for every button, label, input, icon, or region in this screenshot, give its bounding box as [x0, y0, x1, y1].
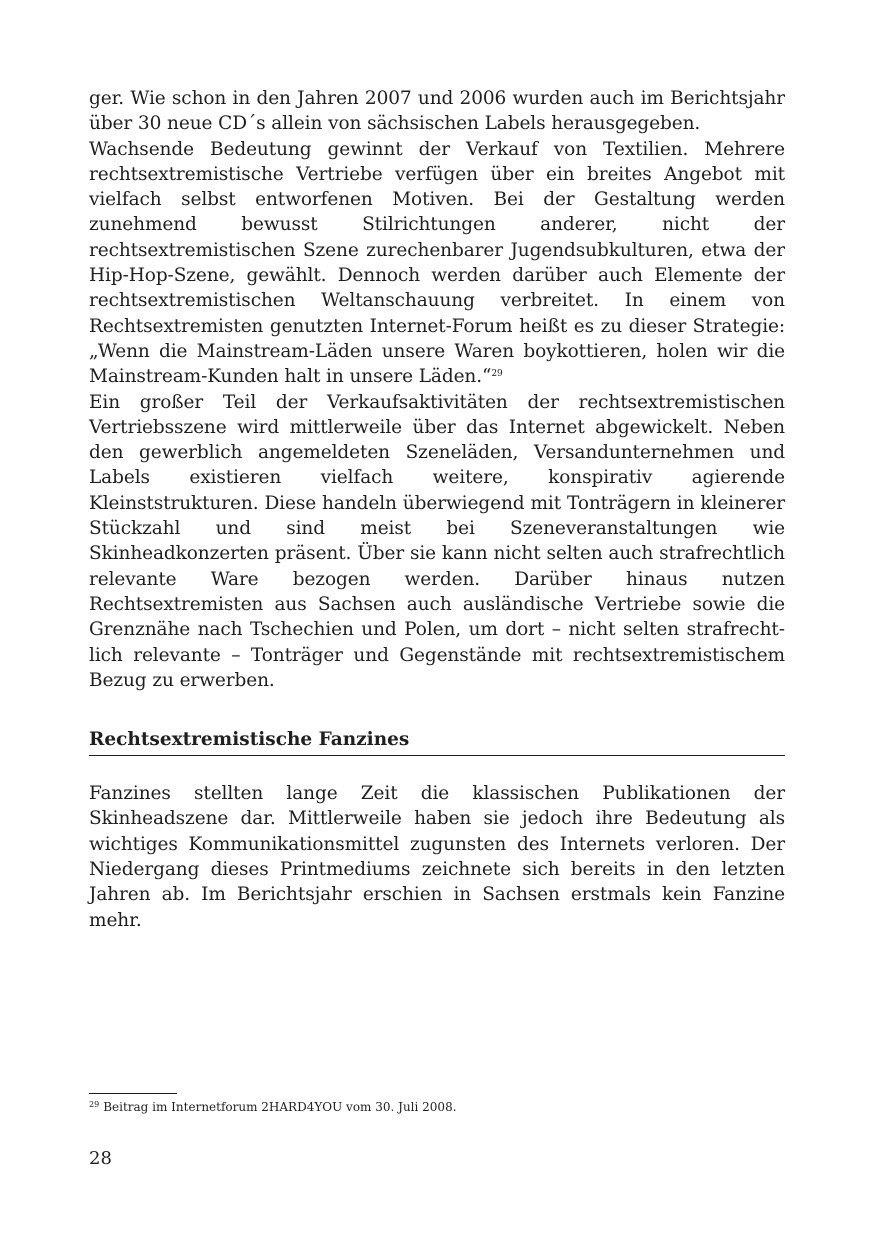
footnote-separator: [89, 1093, 177, 1094]
paragraph-fanzines: Fanzines stellten lange Zeit die klassischen Publikationen der Skinheadszene dar. Mittlerweile haben sie jedoch ihre Bedeutung als wichtiges Kommunikationsmittel zugunsten des Internets verloren. Der Niedergang dieses Printmediums zeichnete sich bereits in den letzten Jahren ab. Im Berichtsjahr erschien in Sachsen erstmals kein Fanzine mehr.: [89, 783, 785, 931]
footnote: [89, 1099, 785, 1115]
section-heading: Rechtsextremistische Fanzines: [89, 727, 785, 756]
footnote-number: 29: [89, 1100, 100, 1109]
paragraph-cd-releases: ger. Wie schon in den Jahren 2007 und 2006 wurden auch im Berichtsjahr über 30 neue CD´s allein von sächsischen Labels herausgegeben.: [89, 88, 785, 135]
footnote-text: Beitrag im Internetforum 2HARD4YOU vom 30. Juli 2008.: [103, 1100, 457, 1114]
page-body: [89, 86, 785, 933]
paragraph-textiles-text: Wachsende Bedeutung gewinnt der Verkauf von Textilien. Mehrere rechtsextremistische Vertriebe verfügen über ein breites Angebot mit vielfach selbst entworfenen Motiven. Bei der Gestaltung werden zunehmend bewusst Stilrichtungen anderer, nicht der rechtsextremistischen Szene zurechenbarer Jugendsubkulturen, etwa der Hip-Hop-Szene, gewählt. Dennoch werden darüber auch Elemente der rechtsextremistischen Weltanschauung verbreitet. In einem von Rechtsextremisten genutzten Internet-Forum heißt es zu dieser Strategie: „Wenn die Mainstream-Läden unsere Waren boykottieren, holen wir die Mainstream-Kunden halt in unsere Läden.“: [89, 138, 785, 388]
paragraph-internet-sales: Ein großer Teil der Verkaufsaktivitäten der rechtsextremistischen Vertriebsszene wird mittlerweile über das Internet abgewickelt. Neben den gewerblich angemeldeten Szeneläden, Versandunternehmen und Labels existieren vielfach weitere, konspirativ agierende Kleinststrukturen. Diese handeln überwiegend mit Tonträgern in kleinerer Stückzahl und sind meist bei Szeneveranstaltungen wie Skinheadkonzerten präsent. Über sie kann nicht selten auch strafrechtlich relevante Ware bezogen werden. Darüber hinaus nutzen Rechtsextremisten aus Sachsen auch ausländische Vertriebe sowie die Grenznähe nach Tschechien und Polen, um dort – nicht selten strafrechtlich relevante – Tonträger und Gegenstände mit rechtsextremistischem Bezug zu erwerben.: [89, 391, 785, 691]
page-number: 28: [89, 1148, 112, 1169]
section-fanzines: [89, 727, 785, 933]
footnote-reference[interactable]: 29: [491, 369, 503, 380]
paragraph-textiles: [89, 137, 785, 390]
